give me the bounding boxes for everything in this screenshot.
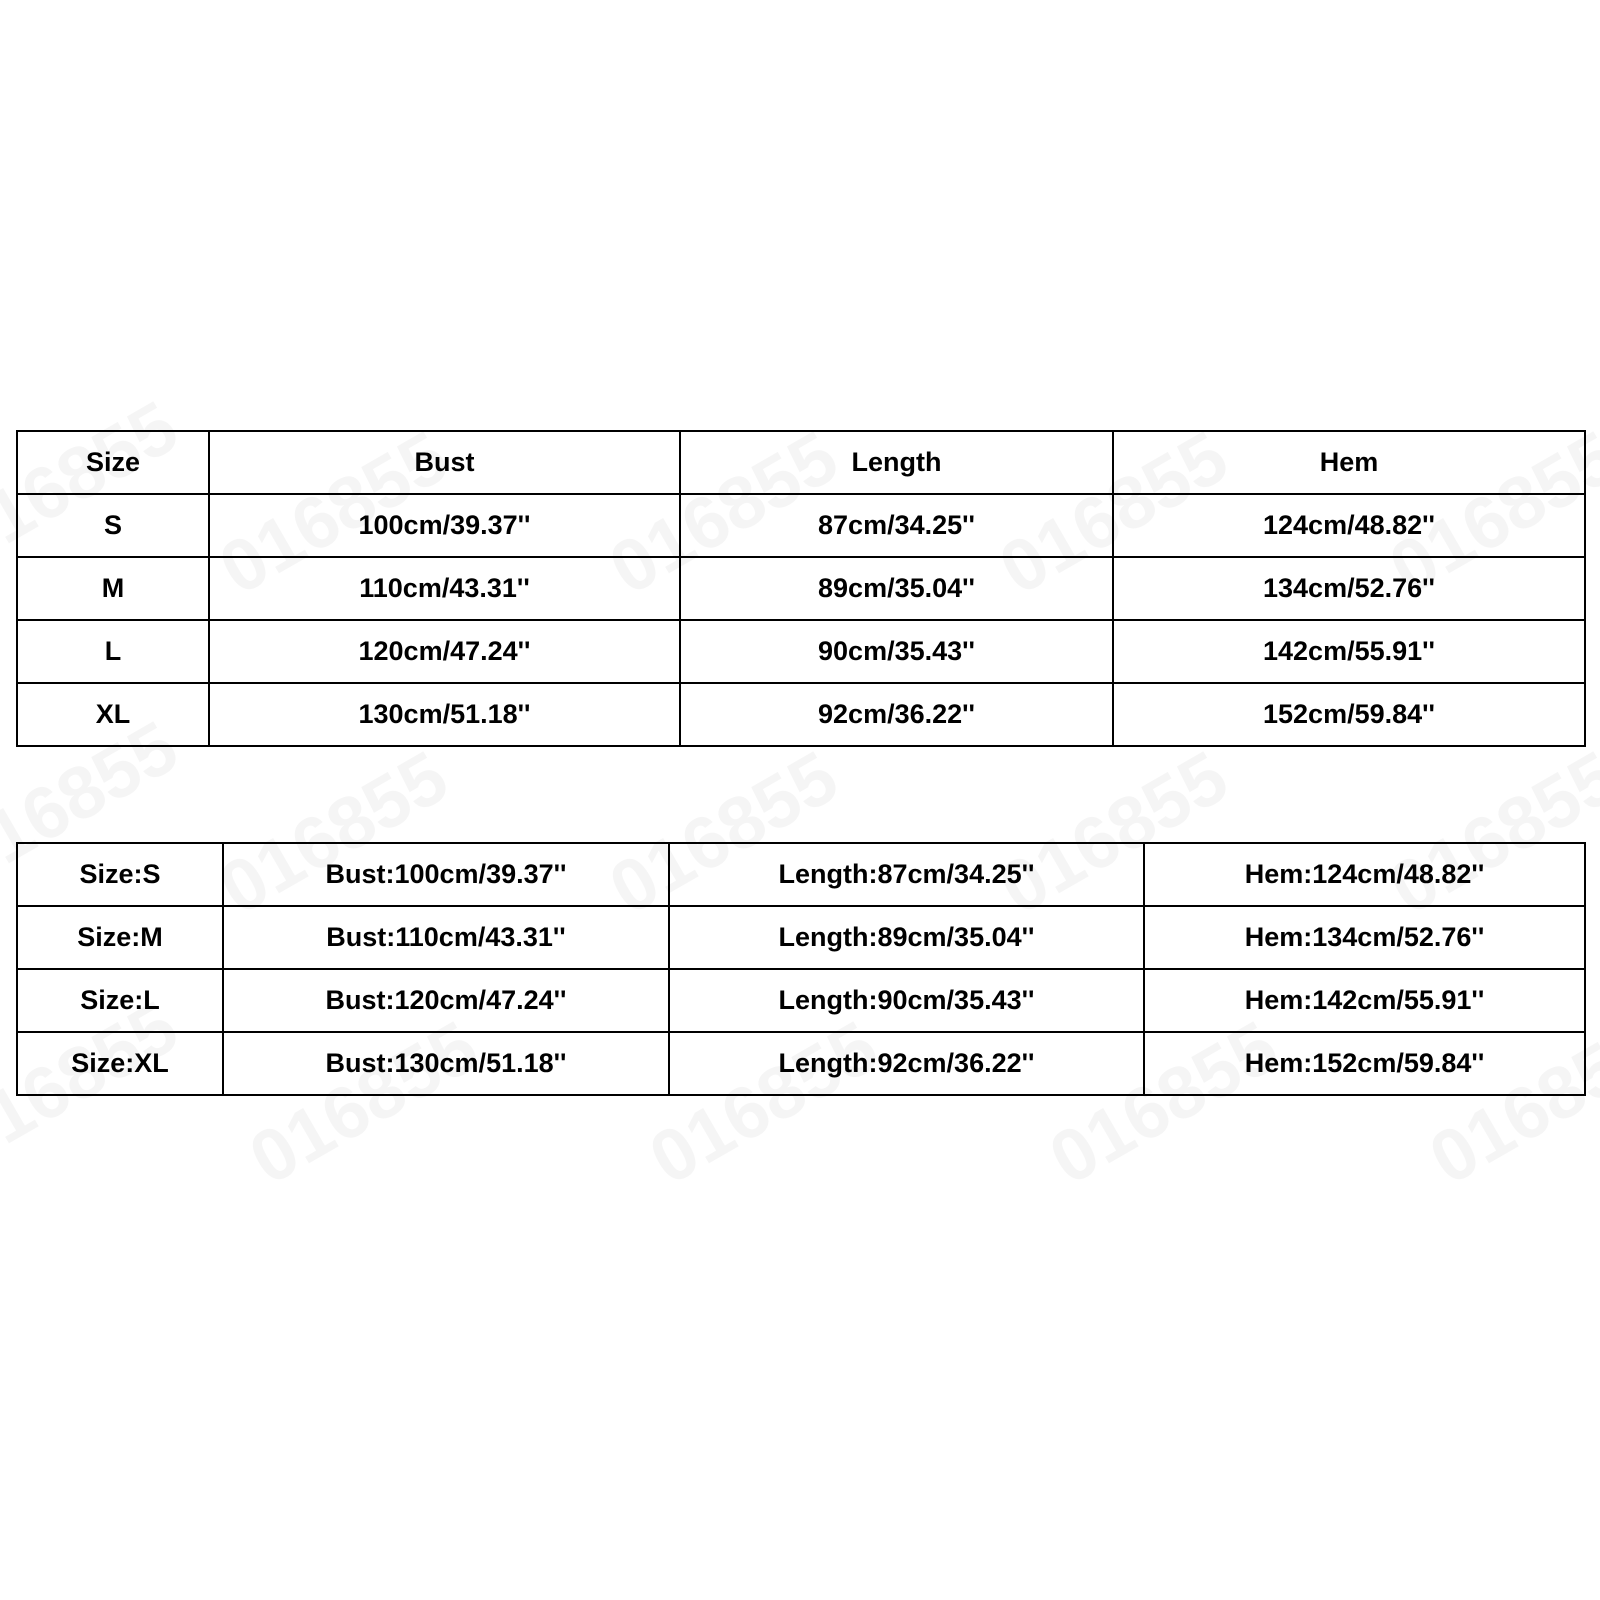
bust-cell: Bust:130cm/51.18'' xyxy=(223,1032,669,1095)
table-row xyxy=(17,969,1585,1032)
table-row xyxy=(17,620,1585,683)
length-cell: 90cm/35.43'' xyxy=(680,620,1113,683)
size-cell: Size:L xyxy=(17,969,223,1032)
size-cell: Size:XL xyxy=(17,1032,223,1095)
bust-cell: 110cm/43.31'' xyxy=(209,557,680,620)
table-header-row xyxy=(17,431,1585,494)
hem-cell: Hem:134cm/52.76'' xyxy=(1144,906,1585,969)
size-detail-table xyxy=(16,842,1586,1096)
bust-cell: 120cm/47.24'' xyxy=(209,620,680,683)
size-cell: S xyxy=(17,494,209,557)
size-chart-table xyxy=(16,430,1586,747)
length-cell: Length:89cm/35.04'' xyxy=(669,906,1144,969)
hem-cell: 152cm/59.84'' xyxy=(1113,683,1585,746)
length-cell: Length:90cm/35.43'' xyxy=(669,969,1144,1032)
hem-cell: Hem:142cm/55.91'' xyxy=(1144,969,1585,1032)
bust-cell: Bust:110cm/43.31'' xyxy=(223,906,669,969)
size-cell: Size:M xyxy=(17,906,223,969)
bust-cell: 130cm/51.18'' xyxy=(209,683,680,746)
header-hem: Hem xyxy=(1113,431,1585,494)
header-bust: Bust xyxy=(209,431,680,494)
size-cell: XL xyxy=(17,683,209,746)
table-row xyxy=(17,1032,1585,1095)
table-row xyxy=(17,683,1585,746)
size-cell: L xyxy=(17,620,209,683)
hem-cell: Hem:152cm/59.84'' xyxy=(1144,1032,1585,1095)
size-cell: M xyxy=(17,557,209,620)
length-cell: 87cm/34.25'' xyxy=(680,494,1113,557)
bust-cell: 100cm/39.37'' xyxy=(209,494,680,557)
length-cell: 92cm/36.22'' xyxy=(680,683,1113,746)
size-cell: Size:S xyxy=(17,843,223,906)
bust-cell: Bust:100cm/39.37'' xyxy=(223,843,669,906)
length-cell: Length:87cm/34.25'' xyxy=(669,843,1144,906)
table-row xyxy=(17,843,1585,906)
hem-cell: 142cm/55.91'' xyxy=(1113,620,1585,683)
header-length: Length xyxy=(680,431,1113,494)
bust-cell: Bust:120cm/47.24'' xyxy=(223,969,669,1032)
header-size: Size xyxy=(17,431,209,494)
hem-cell: Hem:124cm/48.82'' xyxy=(1144,843,1585,906)
hem-cell: 134cm/52.76'' xyxy=(1113,557,1585,620)
length-cell: Length:92cm/36.22'' xyxy=(669,1032,1144,1095)
length-cell: 89cm/35.04'' xyxy=(680,557,1113,620)
table-row xyxy=(17,494,1585,557)
table-row xyxy=(17,557,1585,620)
hem-cell: 124cm/48.82'' xyxy=(1113,494,1585,557)
table-row xyxy=(17,906,1585,969)
